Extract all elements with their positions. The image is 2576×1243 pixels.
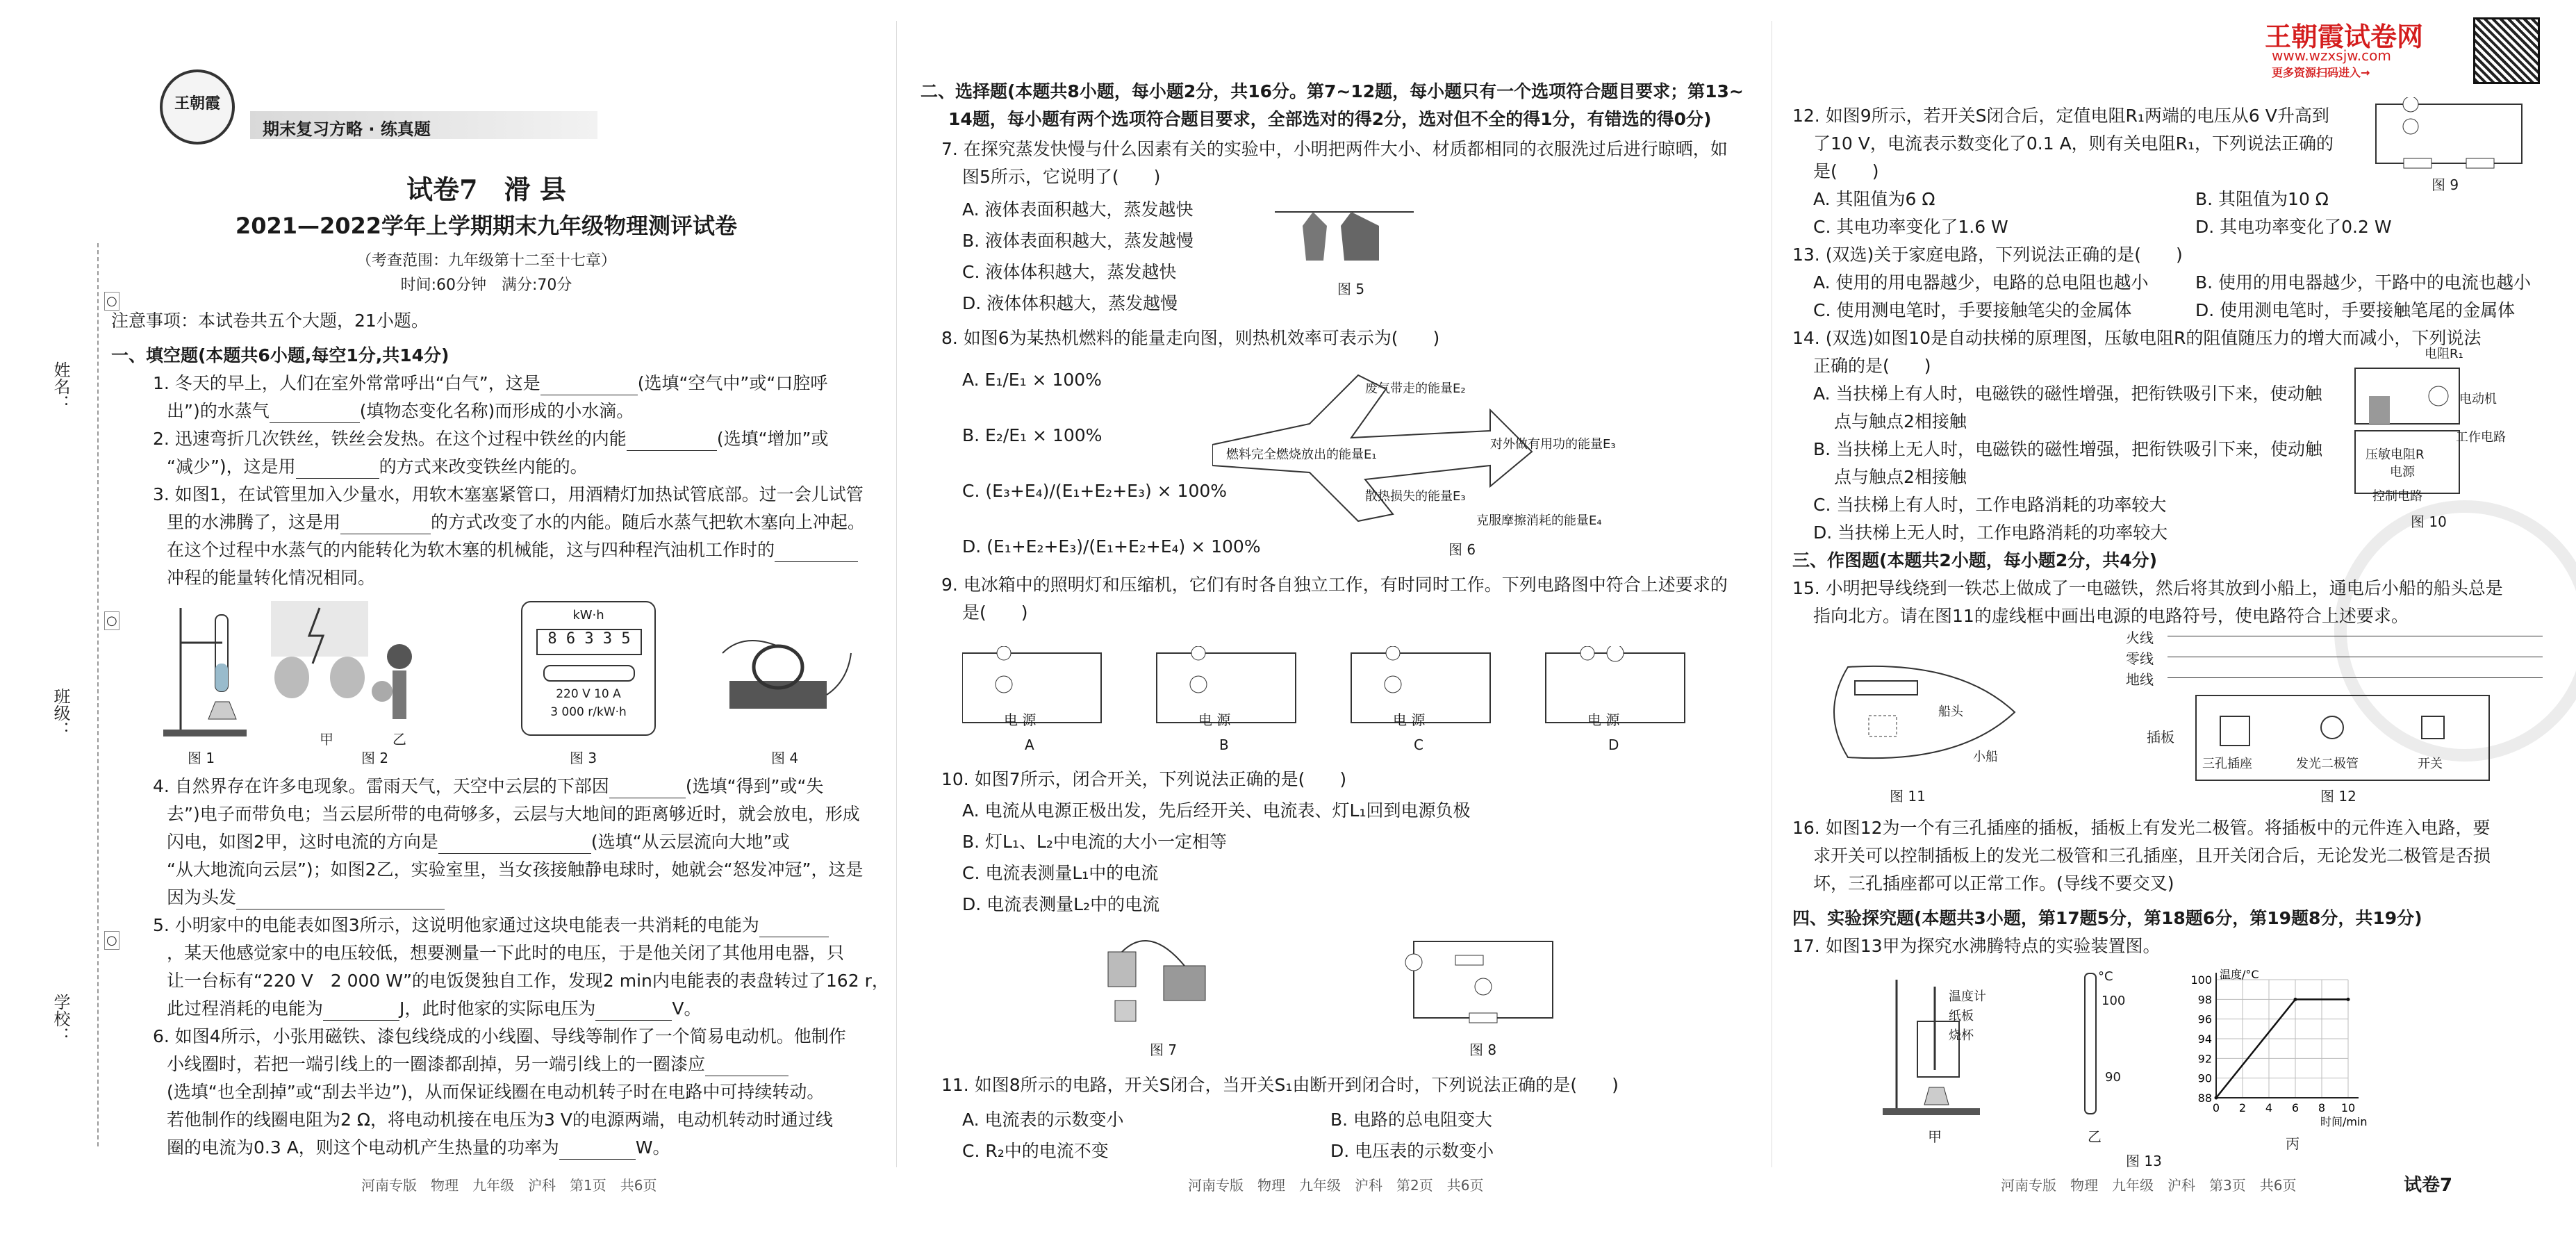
- page-divider: [896, 21, 897, 1167]
- led-icon[interactable]: [2320, 716, 2344, 739]
- answer-blank[interactable]: [759, 919, 829, 937]
- option-11d[interactable]: D. 电压表的示数变小: [1330, 1141, 1494, 1161]
- answer-blank[interactable]: [559, 1141, 636, 1160]
- figure-13-bing-chart: [2168, 966, 2376, 1133]
- answer-blank[interactable]: [627, 432, 717, 451]
- three-hole-socket-icon[interactable]: [2220, 716, 2250, 746]
- option-13d[interactable]: D. 使用测电笔时，手要接触笔尾的金属体: [2195, 300, 2516, 320]
- question-2: 2. 迅速弯折几次铁丝，铁丝会发热。在这个过程中铁丝的内能 (选填“增加”或: [153, 427, 828, 451]
- question-10: 10. 如图7所示，闭合开关，下列说法正确的是( ): [941, 769, 1347, 789]
- option-14a[interactable]: A. 当扶梯上有人时，电磁铁的磁性增强，把衔铁吸引下来，使动触: [1813, 384, 2322, 404]
- question-5: 5. 小明家中的电能表如图3所示，这说明他家通过这块电能表一共消耗的电能为: [153, 914, 829, 937]
- temperature-series-line: [2216, 999, 2348, 1098]
- y-axis-label: 温度/°C: [2220, 968, 2259, 981]
- option-7c[interactable]: C. 液体体积越大，蒸发越快: [962, 262, 1177, 282]
- figure-1-caption: 图 1: [188, 750, 215, 766]
- option-13c[interactable]: C. 使用测电笔时，手要接触笔尖的金属体: [1813, 300, 2132, 320]
- question-3: 3. 如图1，在试管里加入少量水，用软木塞塞紧管口，用酒精灯加热试管底部。过一会儿试管: [153, 484, 864, 504]
- notice: 注意事项：本试卷共五个大题，21小题。: [111, 311, 429, 331]
- option-9b[interactable]: B: [1219, 736, 1229, 753]
- figure-3-energy-meter: kW·h 8 6 3 3 5 220 V 10 A 3 000 r/kW·h: [521, 601, 656, 736]
- option-12c[interactable]: C. 其电功率变化了1.6 W: [1813, 217, 2008, 237]
- question-14: 14. (双选)如图10是自动扶梯的原理图，压敏电阻R的阻值随压力的增大而减小，下列说法: [1792, 328, 2482, 348]
- fig6-friction-label: 克服摩擦消耗的能量E₄: [1476, 513, 1602, 528]
- option-14b[interactable]: B. 当扶梯上无人时，电磁铁的磁性增强，把衔铁吸引下来，使动触: [1813, 439, 2323, 459]
- paper-scope: （考查范围：九年级第十二至十七章）: [356, 252, 616, 270]
- question-16: 16. 如图12为一个有三孔插座的插板，插板上有发光二极管。将插板中的元件连入电路，要: [1792, 818, 2491, 838]
- meter-reading: 8 6 3 3 5: [536, 629, 642, 655]
- answer-blank[interactable]: [236, 891, 445, 909]
- figure-11-caption: 图 11: [1890, 788, 1926, 805]
- page-1: 王朝霞 期末复习方略 · 练真题 试卷7 滑 县 2021—2022学年上学期期末九年级物理测评试卷 （考查范围：九年级第十二至十七章） 时间:60分钟 满分:70分 注意事项：本试卷共五个大题，21小题。 一、填空题(本题共6小题,每空1分,共14分) 1. 冬天的早上，人们在室外常常呼出“白气”，这是 (选填“空气中”或“口腔呼 出”)的水蒸气 (填物态变化名称)而形成的小水滴。 2. 迅速弯折几次铁丝，铁丝会发热。在这个过程中铁丝的内能 (选填“增加”或 “减少”)，这是用 的方式来改变铁丝内能的。 3. 如图1，在试管里加入少量水，用软木塞塞紧管口，用酒精灯加热试管底部。过一会儿试管 里的水沸腾了，这是用 的方式改变了水的内能。随后水蒸气把软木塞向上冲起。 在这个过程中水蒸气的内能转化为软木塞的机械能，这与四种程汽油机工作时的 冲程的能量转化情况相同。 图 1 甲 乙 图 2 kW·h 8 6 3 3 5 220 V 10 A 3 000 r/kW·h 图 3 图 4 4. 自然界存在许多电现象。雷雨天气，天空中云层的下部因 (选填“得到”或“失 去”)电子而带负电；当云层所带的电荷够多，云层与大地间的距离够近时，就会放电，形成 闪电，如图2甲，这时电流的方向是 (选填“从云层流向大地”或 “从大地流向云层”)；如图2乙，实验室里，当女孩接触静电球时，她就会“怒发冲冠”，这是 因为头发 5. 小明家中的电能表如图3所示，这说明他家通过这块电能表一共消耗的电能为 ，某天他感觉家中的电压较低，想要测量一下此时的电压，于是他关闭了其他用电器，只 让一台标有“220 V 2 000 W”的电饭煲独自工作，发现2 min内电能表的表盘转过了162 r， 此过程消耗的电能为 J，此时他家的实际电压为 V。 6. 如图4所示，小张用磁铁、漆包线绕成的小线圈、导线等制作了一个简易电动机。他制作 小线圈时，若把一端引线上的一圈漆都刮掉，另一端引线上的一圈漆应 (选填“也全刮掉”或“刮去半边”)，从而保证线圈在电动机转子时在电路中可持续转动。 若他制作的线圈电阻为2 Ω，将电动机接在电压为3 V的电源两端，电动机转动时通过线 圈的电流为0.3 A，则这个电动机产生热量的功率为 W。: [111, 0, 861, 1181]
- figure-8-caption: 图 8: [1469, 1042, 1497, 1058]
- option-10b[interactable]: B. 灯L₁、L₂中电流的大小一定相等: [962, 832, 1227, 852]
- class-label: 班级：: [51, 688, 70, 738]
- x-tick-label: 6: [2291, 1101, 2300, 1114]
- option-11a[interactable]: A. 电流表的示数变小: [962, 1110, 1124, 1130]
- footer-page-3: 河南专版 物理 九年级 沪科 第3页 共6页: [2001, 1177, 2297, 1194]
- option-7a[interactable]: A. 液体表面积越大，蒸发越快: [962, 199, 1194, 220]
- question-4: 4. 自然界存在许多电现象。雷雨天气，天空中云层的下部因 (选填“得到”或“失: [153, 775, 823, 798]
- section-2-title: 二、选择题(本题共8小题，每小题2分，共16分。第7~12题，每小题只有一个选项符合题目要求；第13~: [920, 81, 1744, 101]
- option-8a[interactable]: A. E₁/E₁ × 100%: [962, 370, 1102, 390]
- y-tick-label: 98: [2197, 993, 2212, 1007]
- answer-blank[interactable]: [323, 1002, 399, 1021]
- temperature-point: [2294, 998, 2297, 1001]
- x-axis-label: 时间/min: [2320, 1115, 2368, 1128]
- option-10a[interactable]: A. 电流从电源正极出发，先后经开关、电流表、灯L₁回到电源负极: [962, 800, 1471, 821]
- option-7b[interactable]: B. 液体表面积越大，蒸发越慢: [962, 231, 1194, 251]
- fig6-useful-label: 对外做有用功的能量E₃: [1490, 437, 1616, 452]
- seal-mark: ○: [104, 931, 119, 950]
- fig6-heat-label: 散热损失的能量E₃: [1365, 489, 1466, 504]
- figure-7-caption: 图 7: [1150, 1042, 1178, 1058]
- brand-url[interactable]: www.wzxsjw.com: [2272, 47, 2391, 64]
- option-14c[interactable]: C. 当扶梯上有人时，工作电路消耗的功率较大: [1813, 495, 2167, 515]
- footer-page-1: 河南专版 物理 九年级 沪科 第1页 共6页: [361, 1177, 657, 1194]
- page-3: 12. 如图9所示，若开关S闭合后，定值电阻R₁两端的电压从6 V升高到 了10 V，电流表示数变化了0.1 A，则有关电阻R₁，下列说法正确的 是( ) A. 其阻值为6 Ω B. 其阻值为10 Ω C. 其电功率变化了1.6 W D. 其电功率变化了0.2 W 图 9 13. (双选)关于家庭电路，下列说法正确的是( ) A. 使用的用电器越少，电路的总电阻也越小 B. 使用的用电器越少，干路中的电流也越小 C. 使用测电笔时，手要接触笔尖的金属体 D. 使用测电笔时，手要接触笔尾的金属体 14. (双选)如图10是自动扶梯的原理图，压敏电阻R的阻值随压力的增大而减小，下列说法 正确的是( ) A. 当扶梯上有人时，电磁铁的磁性增强，把衔铁吸引下来，使动触 点与触点2相接触 B. 当扶梯上无人时，电磁铁的磁性增强，把衔铁吸引下来，使动触 点与触点2相接触 C. 当扶梯上有人时，工作电路消耗的功率较大 D. 当扶梯上无人时，工作电路消耗的功率较大 电阻R₁ 电动机 工作电路 压敏电阻R 电源 控制电路 图 10 三、作图题(本题共2小题，每小题2分，共4分) 15. 小明把导线绕到一铁芯上做成了一电磁铁，然后将其放到小船上，通电后小船的船头总是 指向北方。请在图11的虚线框中画出电源的电路符号，使电路符合上述要求。 船头 小船 图 11 火线 零线 地线 插板 三孔插座 发光二极管 开关 图 12 16. 如图12为一个有三孔插座的插板，插板上有发光二极管。将插板中的元件连入电路，要 求开关可以控制插板上的发光二极管和三孔插座，且开关闭合后，无论发光二极管是否损 坏，三孔插座都可以正常工作。(导线不要交叉) 四、实验探究题(本题共3小题，第17题5分，第18题6分，第19题8分，共19分) 17. 如图13甲为探究水沸腾特点的实验装置图。 温度计 纸板 烧杯 甲 °C 100 90 乙 100 98 96 94 92 90 88 0 2 4 6 8 10 温度/°C 时间/min 丙 图 13: [1792, 0, 2557, 1181]
- banner-text: 期末复习方略 · 练真题: [263, 120, 431, 139]
- fig6-exhaust-label: 废气带走的能量E₂: [1365, 381, 1466, 396]
- figure-5-caption: 图 5: [1337, 281, 1365, 297]
- answer-blank[interactable]: [595, 1002, 672, 1021]
- option-13b[interactable]: B. 使用的用电器越少，干路中的电流也越小: [2195, 272, 2532, 293]
- name-label: 姓名：: [51, 361, 70, 411]
- switch-icon[interactable]: [2421, 716, 2445, 739]
- paper-time-score: 时间:60分钟 满分:70分: [400, 277, 572, 294]
- paper-subtitle: 2021—2022学年上学期期末九年级物理测评试卷: [235, 213, 738, 239]
- figure-4-caption: 图 4: [771, 750, 799, 766]
- figure-4-motor-icon: [716, 625, 854, 730]
- section-banner: [250, 111, 597, 139]
- meter-dial-icon: [543, 665, 635, 682]
- figure-12-caption: 图 12: [2320, 788, 2356, 805]
- fig6-fuel-label: 燃料完全燃烧放出的能量E₁: [1226, 447, 1377, 462]
- temperature-point: [2347, 998, 2350, 1001]
- question-15: 15. 小明把导线绕到一铁芯上做成了一电磁铁，然后将其放到小船上，通电后小船的船头总是: [1792, 578, 2503, 598]
- answer-blank[interactable]: [438, 835, 591, 854]
- logo-badge-icon: [160, 69, 235, 145]
- answer-blank[interactable]: [540, 377, 638, 395]
- answer-blank[interactable]: [705, 1057, 789, 1076]
- option-9a[interactable]: A: [1025, 736, 1034, 753]
- option-8d[interactable]: D. (E₁+E₂+E₃)/(E₁+E₂+E₄) × 100%: [962, 536, 1261, 557]
- paper-title: 试卷7 滑 县: [406, 174, 566, 205]
- figure-6-caption: 图 6: [1448, 541, 1476, 558]
- x-tick-label: 4: [2265, 1101, 2273, 1114]
- y-tick-label: 92: [2197, 1052, 2212, 1066]
- seal-mark: ○: [104, 611, 119, 630]
- ground-wire: [2168, 677, 2543, 678]
- figure-9-caption: 图 9: [2431, 176, 2459, 193]
- figure-13-yi-thermometer-icon: [2084, 973, 2097, 1114]
- question-1: 1. 冬天的早上，人们在室外常常呼出“白气”，这是 (选填“空气中”或“口腔呼: [153, 372, 827, 395]
- answer-blank[interactable]: [296, 460, 379, 479]
- brand-name: 王朝霞试卷网: [2265, 22, 2424, 52]
- option-11c[interactable]: C. R₂中的电流不变: [962, 1141, 1109, 1161]
- figure-2-caption: 图 2: [361, 750, 389, 766]
- section-4-title: 四、实验探究题(本题共3小题，第17题5分，第18题6分，第19题8分，共19分): [1792, 908, 2422, 928]
- figure-3-caption: 图 3: [570, 750, 597, 766]
- figure-8-circuit-icon: [1400, 935, 1567, 1025]
- exam-number-badge: 试卷7: [2404, 1175, 2453, 1196]
- binding-line: [97, 243, 99, 1146]
- question-17: 17. 如图13甲为探究水沸腾特点的实验装置图。: [1792, 936, 2161, 956]
- question-9: 9. 电冰箱中的照明灯和压缩机，它们有时各自独立工作，有时同时工作。下列电路图中符合上述要求的: [941, 575, 1728, 595]
- figure-5-clothes-icon: [1275, 205, 1414, 267]
- section-1-title: 一、填空题(本题共6小题,每空1分,共14分): [111, 345, 449, 365]
- answer-blank[interactable]: [340, 516, 431, 534]
- question-12: 12. 如图9所示，若开关S闭合后，定值电阻R₁两端的电压从6 V升高到: [1792, 106, 2329, 126]
- school-label: 学校：: [51, 994, 70, 1044]
- option-9c[interactable]: C: [1414, 736, 1423, 753]
- figure-2-lightning-girl-icon: [271, 601, 424, 733]
- option-14d[interactable]: D. 当扶梯上无人时，工作电路消耗的功率较大: [1813, 522, 2168, 543]
- y-tick-label: 90: [2197, 1071, 2212, 1085]
- x-tick-label: 10: [2340, 1101, 2356, 1114]
- question-11: 11. 如图8所示的电路，开关S闭合，当开关S₁由断开到闭合时，下列说法正确的是( ): [941, 1075, 1619, 1095]
- option-12b[interactable]: B. 其阻值为10 Ω: [2195, 189, 2329, 209]
- logo-text: 王朝霞: [174, 94, 220, 113]
- question-13: 13. (双选)关于家庭电路，下列说法正确的是( ): [1792, 245, 2183, 265]
- seal-mark: ○: [104, 292, 119, 311]
- answer-blank[interactable]: [775, 543, 858, 562]
- footer-page-2: 河南专版 物理 九年级 沪科 第2页 共6页: [1188, 1177, 1484, 1194]
- figure-13-caption: 图 13: [2126, 1153, 2162, 1169]
- option-13a[interactable]: A. 使用的用电器越少，电路的总电阻也越小: [1813, 272, 2149, 293]
- answer-blank[interactable]: [609, 780, 686, 798]
- x-tick-label: 8: [2318, 1101, 2326, 1114]
- figure-7-circuit-icon: [1094, 924, 1233, 1028]
- y-tick-label: 96: [2197, 1012, 2212, 1026]
- temperature-point: [2215, 1096, 2218, 1100]
- y-tick-label: 88: [2197, 1092, 2212, 1105]
- option-12a[interactable]: A. 其阻值为6 Ω: [1813, 189, 1935, 209]
- x-tick-label: 0: [2212, 1101, 2220, 1114]
- question-6: 6. 如图4所示，小张用磁铁、漆包线绕成的小线圈、导线等制作了一个简易电动机。他制作: [153, 1026, 846, 1046]
- option-10d[interactable]: D. 电流表测量L₂中的电流: [962, 894, 1160, 914]
- figure-9-circuit-icon: [2369, 97, 2529, 174]
- option-10c[interactable]: C. 电流表测量L₁中的电流: [962, 863, 1159, 883]
- section-3-title: 三、作图题(本题共2小题，每小题2分，共4分): [1792, 550, 2158, 570]
- answer-blank[interactable]: [270, 404, 360, 423]
- x-tick-label: 2: [2238, 1101, 2247, 1114]
- option-8b[interactable]: B. E₂/E₁ × 100%: [962, 425, 1103, 445]
- option-8c[interactable]: C. (E₃+E₄)/(E₁+E₂+E₃) × 100%: [962, 481, 1228, 501]
- page-2: 二、选择题(本题共8小题，每小题2分，共16分。第7~12题，每小题只有一个选项符合题目要求；第13~ 14题，每小题有两个选项符合题目要求，全部选对的得2分，选对但不全的得1分，有错选的得0分) 7. 在探究蒸发快慢与什么因素有关的实验中，小明把两件大小、材质都相同的衣服洗过后进行晾晒，如 图5所示，它说明了( ) A. 液体表面积越大，蒸发越快 B. 液体表面积越大，蒸发越慢 C. 液体体积越大，蒸发越快 D. 液体体积越大，蒸发越慢 图 5 8. 如图6为某热机燃料的能量走向图，则热机效率可表示为( ) A. E₁/E₁ × 100% B. E₂/E₁ × 100% C. (E₃+E₄)/(E₁+E₂+E₃) × 100% D. (E₁+E₂+E₃)/(E₁+E₂+E₄) × 100% 燃料完全燃烧放出的能量E₁ 废气带走的能量E₂ 对外做有用功的能量E₃ 散热损失的能量E₃ 克服摩擦消耗的能量E₄ 图 6 9. 电冰箱中的照明灯和压缩机，它们有时各自独立工作，有时同时工作。下列电路图中符合上述要求的 是( ) 电 源 电 源 电 源 电 源 A B C D 10. 如图7所示，闭合开关，下列说法正确的是( ) A. 电流从电源正极出发，先后经开关、电流表、灯L₁回到电源负极 B. 灯L₁、L₂中电流的大小一定相等 C. 电流表测量L₁中的电流 D. 电流表测量L₂中的电流 图 7 图 8 11. 如图8所示的电路，开关S闭合，当开关S₁由断开到闭合时，下列说法正确的是( ) A. 电流表的示数变小 B. 电路的总电阻变大 C. R₂中的电流不变 D. 电压表的示数变小: [920, 0, 1747, 1181]
- figure-10-caption: 图 10: [2411, 513, 2447, 530]
- question-8: 8. 如图6为某热机燃料的能量走向图，则热机效率可表示为( ): [941, 328, 1440, 348]
- option-7d[interactable]: D. 液体体积越大，蒸发越慢: [962, 293, 1178, 313]
- option-9d[interactable]: D: [1608, 736, 1619, 753]
- y-tick-label: 94: [2197, 1032, 2212, 1046]
- option-11b[interactable]: B. 电路的总电阻变大: [1330, 1110, 1493, 1130]
- brand-tagline: 更多资源扫码进入→: [2272, 66, 2370, 79]
- question-7: 7. 在探究蒸发快慢与什么因素有关的实验中，小明把两件大小、材质都相同的衣服洗过后进行晾晒，如: [941, 139, 1728, 159]
- option-12d[interactable]: D. 其电功率变化了0.2 W: [2195, 217, 2392, 237]
- figure-1-test-tube-icon: [160, 601, 257, 740]
- y-tick-label: 100: [2190, 973, 2212, 987]
